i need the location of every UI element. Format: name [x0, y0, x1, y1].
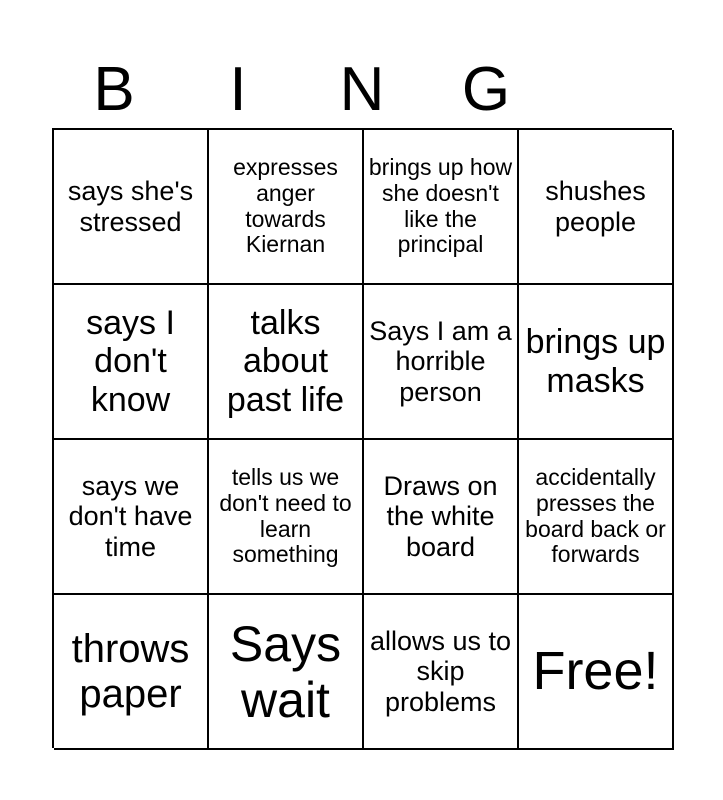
bingo-cell[interactable]	[209, 440, 364, 595]
header-letter-g: G	[461, 55, 511, 124]
bingo-cell-text: says she's stressed	[67, 176, 194, 237]
bingo-cell[interactable]	[54, 130, 209, 285]
bingo-cell[interactable]	[209, 130, 364, 285]
bingo-cell-text: brings up masks	[525, 323, 666, 400]
free-space-text: Free!	[532, 641, 659, 702]
bingo-cell[interactable]	[519, 285, 674, 440]
header-letter-b: B	[93, 55, 135, 124]
bingo-cell[interactable]	[54, 595, 209, 750]
bingo-cell[interactable]	[364, 285, 519, 440]
bingo-cell-text: Says wait	[229, 615, 342, 728]
free-space-cell[interactable]	[519, 595, 674, 750]
bingo-cell-text: Draws on the white board	[383, 471, 498, 562]
bingo-cell[interactable]	[364, 595, 519, 750]
bingo-cell-text: allows us to skip problems	[369, 626, 512, 717]
bingo-cell[interactable]	[54, 440, 209, 595]
bingo-board	[52, 128, 672, 748]
bingo-cell-text: talks about past life	[226, 304, 345, 419]
bingo-cell[interactable]	[519, 440, 674, 595]
bingo-cell[interactable]	[209, 595, 364, 750]
bingo-cell[interactable]	[364, 440, 519, 595]
bingo-cell[interactable]	[54, 285, 209, 440]
bingo-cell[interactable]	[364, 130, 519, 285]
bingo-cell-text: brings up how she doesn't like the principal	[368, 154, 513, 258]
bingo-cell-text: expresses anger towards Kiernan	[233, 154, 338, 258]
bingo-cell-text: says we don't have time	[68, 471, 193, 562]
bingo-header	[52, 52, 672, 128]
bingo-cell[interactable]	[519, 130, 674, 285]
bingo-cell-text: accidentally presses the board back or forwards	[525, 464, 666, 568]
header-letter-i: I	[229, 55, 247, 124]
bingo-cell[interactable]	[209, 285, 364, 440]
bingo-cell-text: tells us we don't need to learn something	[219, 464, 352, 568]
bingo-cell-text: throws paper	[71, 626, 190, 716]
bingo-cell-text: Says I am a horrible person	[369, 316, 512, 407]
bingo-cell-text: shushes people	[545, 176, 646, 237]
bingo-cell-text: says I don't know	[86, 304, 175, 419]
header-letter-n: N	[339, 55, 385, 124]
